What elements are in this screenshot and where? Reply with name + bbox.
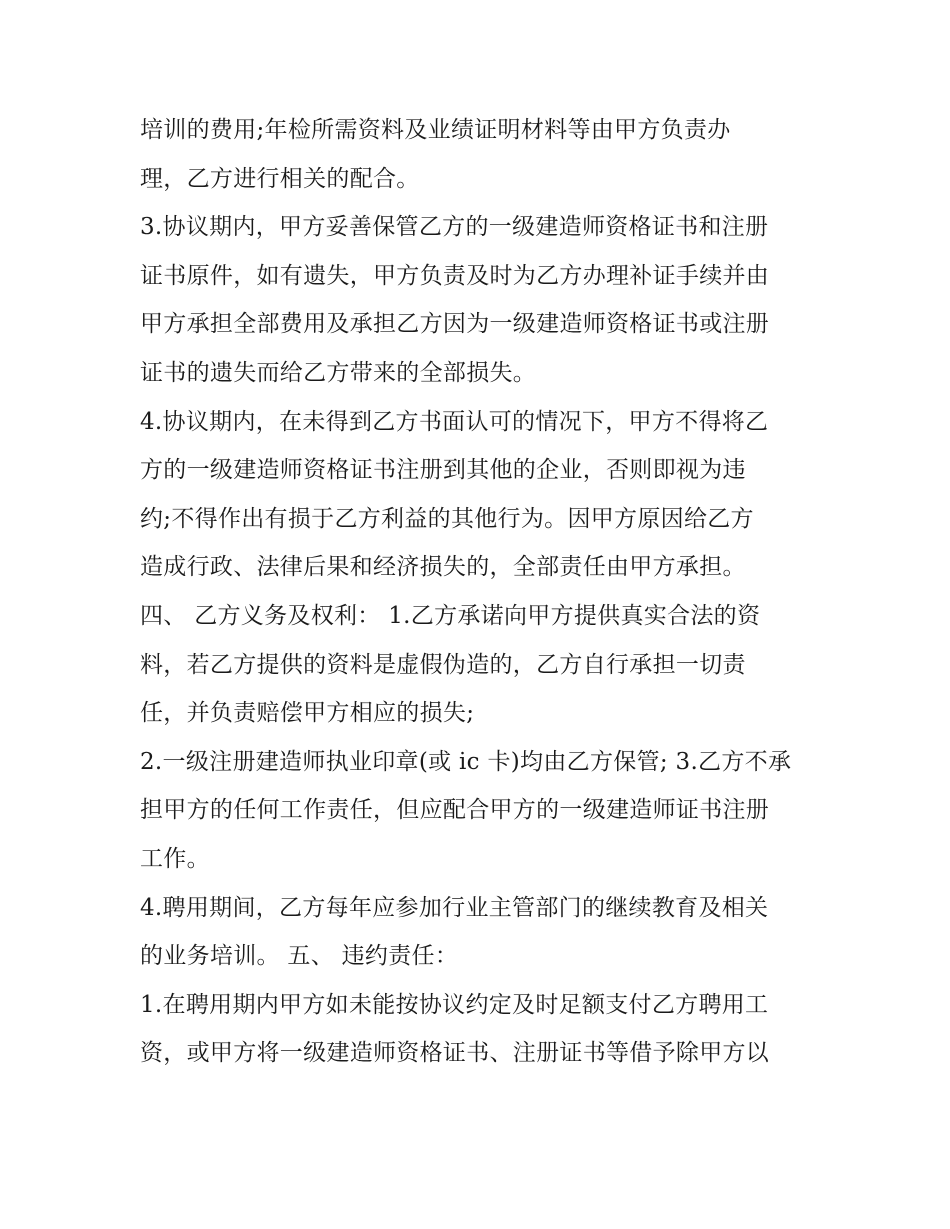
text-line: 约;不得作出有损于乙方利益的其他行为。因甲方原因给乙方	[140, 505, 754, 532]
text-line: 造成行政、法律后果和经济损失的，全部责任由甲方承担。	[140, 554, 746, 581]
text-line: 理，乙方进行相关的配合。	[140, 165, 420, 192]
text-line: 资，或甲方将一级建造师资格证书、注册证书等借予除甲方以	[140, 1040, 770, 1067]
text-line: 方的一级建造师资格证书注册到其他的企业，否则即视为违	[140, 457, 746, 484]
text-line: 料，若乙方提供的资料是虚假伪造的，乙方自行承担一切责	[140, 651, 746, 678]
text-line: 培训的费用;年检所需资料及业绩证明材料等由甲方负责办	[140, 117, 731, 143]
contract-body-text	[140, 106, 830, 1078]
text-line: 担甲方的任何工作责任，但应配合甲方的一级建造师证书注册	[140, 797, 770, 824]
text-line: 证书的遗失而给乙方带来的全部损失。	[140, 359, 537, 386]
text-line: 2.一级注册建造师执业印章(或 ic 卡)均由乙方保管; 3.乙方不承	[140, 748, 792, 775]
text-line: 任，并负责赔偿甲方相应的损失;	[140, 700, 475, 727]
text-line: 4.协议期内，在未得到乙方书面认可的情况下，甲方不得将乙	[140, 408, 769, 435]
text-line: 工作。	[140, 845, 210, 872]
text-line: 1.在聘用期内甲方如未能按协议约定及时足额支付乙方聘用工	[140, 991, 769, 1018]
text-line: 四、 乙方义务及权利： 1.乙方承诺向甲方提供真实合法的资	[140, 602, 761, 629]
text-line: 4.聘用期间，乙方每年应参加行业主管部门的继续教育及相关	[140, 894, 769, 921]
text-line: 3.协议期内，甲方妥善保管乙方的一级建造师资格证书和注册	[140, 214, 769, 241]
text-line: 的业务培训。 五、 违约责任：	[140, 943, 459, 970]
text-line: 甲方承担全部费用及承担乙方因为一级建造师资格证书或注册	[140, 311, 770, 338]
text-line: 证书原件，如有遗失，甲方负责及时为乙方办理补证手续并由	[140, 262, 770, 289]
